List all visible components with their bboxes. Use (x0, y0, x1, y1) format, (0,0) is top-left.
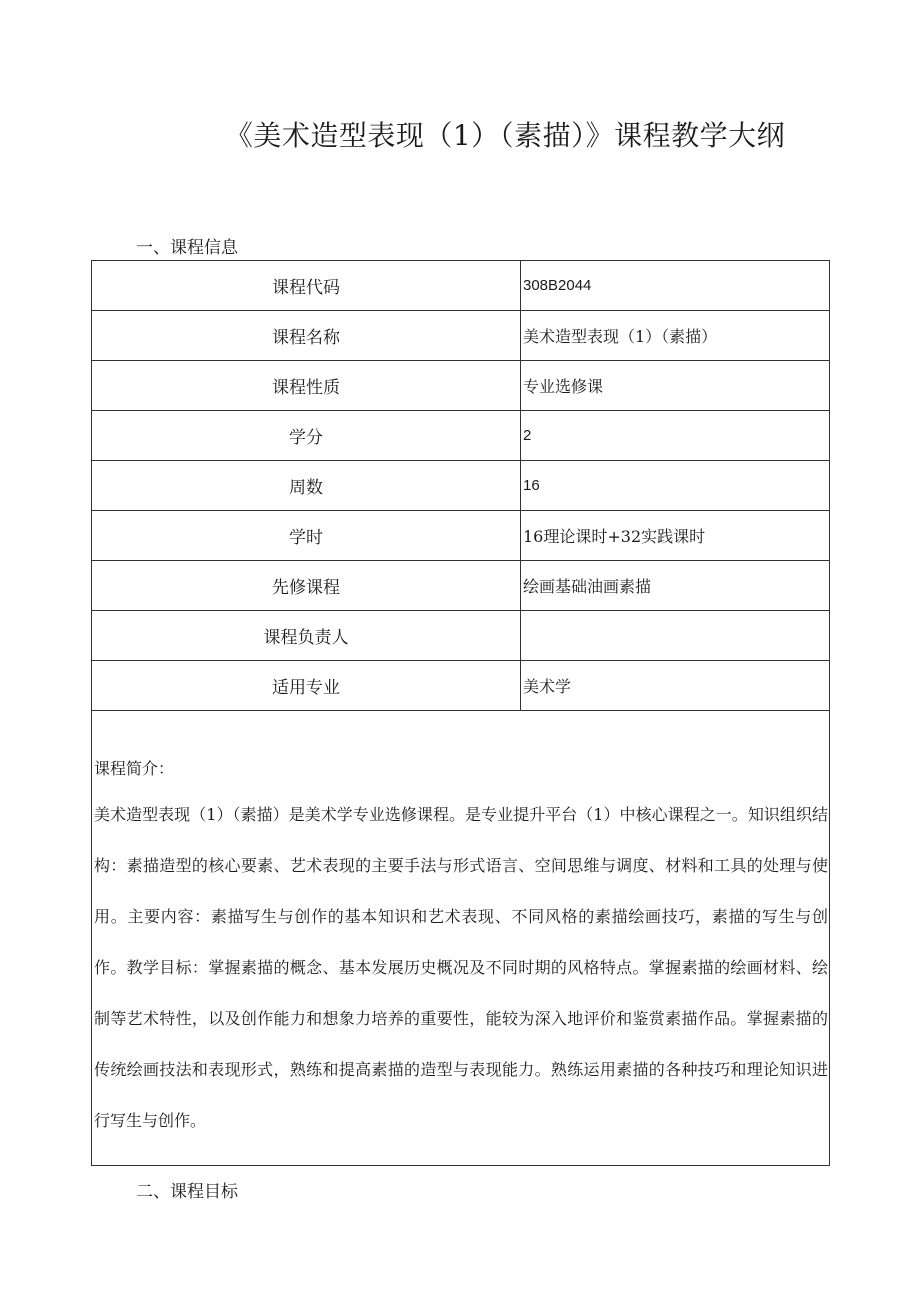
section-heading-course-info: 一、课程信息 (136, 238, 238, 258)
course-name-label: 课程名称 (92, 311, 521, 361)
hours-value: 16理论课时+32实践课时 (521, 511, 830, 561)
table-row (92, 311, 830, 361)
course-type-label: 课程性质 (92, 361, 521, 411)
table-row (92, 511, 830, 561)
weeks-label: 周数 (92, 461, 521, 511)
table-row (92, 411, 830, 461)
prerequisite-value: 绘画基础油画素描 (521, 561, 830, 611)
table-row (92, 361, 830, 411)
course-name-value: 美术造型表现（1）（素描） (521, 311, 830, 361)
document-title: 《美术造型表现（1）（素描）》课程教学大纲 (224, 119, 786, 152)
course-intro-heading: 课程简介： (94, 759, 175, 778)
table-row (92, 611, 830, 661)
table-row (92, 261, 830, 311)
course-intro-cell (92, 711, 830, 1166)
course-type-value: 专业选修课 (521, 361, 830, 411)
course-info-table (91, 260, 830, 1166)
course-code-value: 308B2044 (521, 261, 830, 311)
table-row (92, 711, 830, 1166)
course-code-label: 课程代码 (92, 261, 521, 311)
weeks-value: 16 (521, 461, 830, 511)
table-row (92, 561, 830, 611)
table-row (92, 661, 830, 711)
section-heading-course-goals: 二、课程目标 (136, 1182, 238, 1202)
credits-label: 学分 (92, 411, 521, 461)
credits-value: 2 (521, 411, 830, 461)
major-label: 适用专业 (92, 661, 521, 711)
course-lead-value (521, 611, 830, 661)
table-row (92, 461, 830, 511)
major-value: 美术学 (521, 661, 830, 711)
course-lead-label: 课程负责人 (92, 611, 521, 661)
course-intro-text: 美术造型表现（1）（素描）是美术学专业选修课程。是专业提升平台（1）中核心课程之一。知识组织结构：素描造型的核心要素、艺术表现的主要手法与形式语言、空间思维与调度、材料和工具的处理与使用。主要内容：素描写生与创作的基本知识和艺术表现、不同风格的素描绘画技巧，素描的写生与创作。教学目标：掌握素描的概念、基本发展历史概况及不同时期的风格特点。掌握素描的绘画材料、绘制等艺术特性，以及创作能力和想象力培养的重要性，能较为深入地评价和鉴赏素描作品。掌握素描的传统绘画技法和表现形式，熟练和提高素描的造型与表现能力。熟练运用素描的各种技巧和理论知识进行写生与创作。 (94, 805, 828, 1130)
hours-label: 学时 (92, 511, 521, 561)
prerequisite-label: 先修课程 (92, 561, 521, 611)
